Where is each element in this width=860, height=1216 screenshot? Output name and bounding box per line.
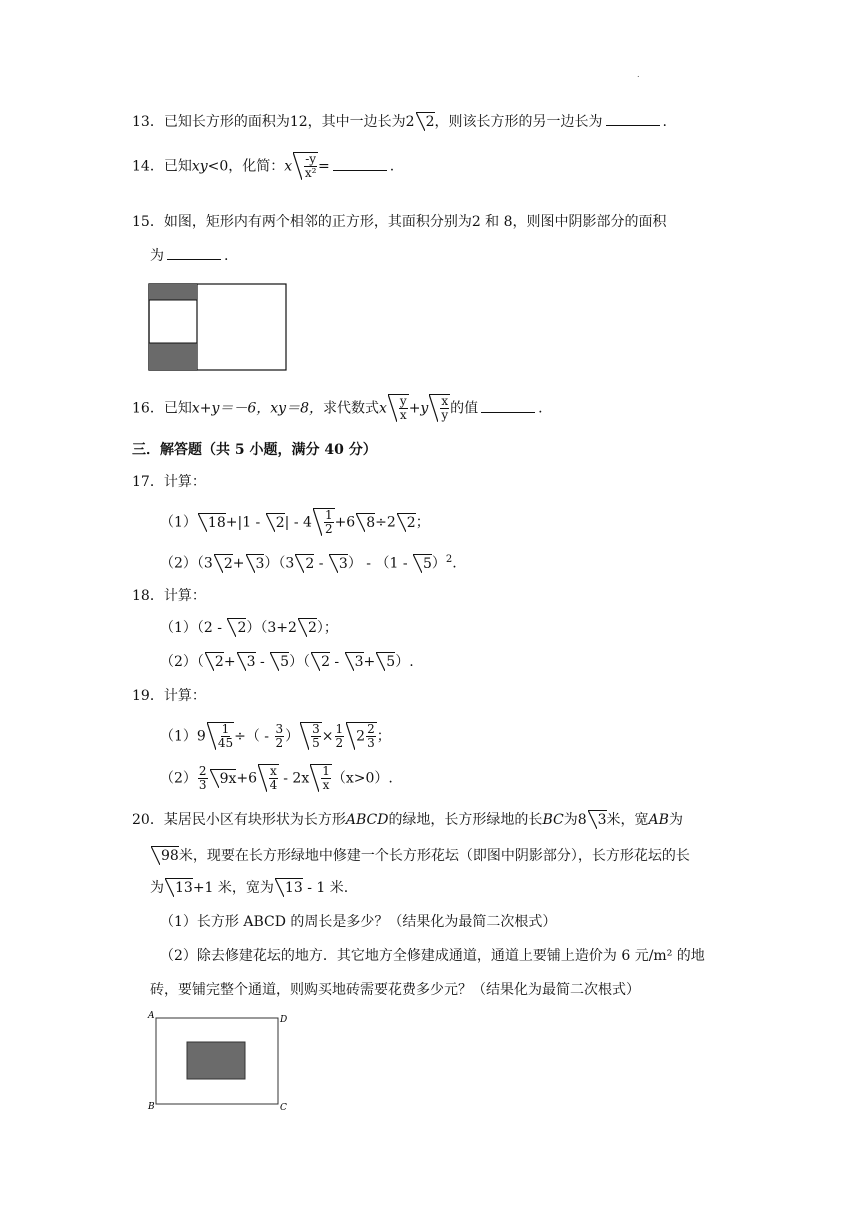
sqrt-13: 13 xyxy=(165,878,193,897)
denominator: 2 xyxy=(275,736,284,750)
part-tag: （2） xyxy=(160,654,197,670)
q15-text-2: 为 xyxy=(150,248,164,264)
sqrt-98: 98 xyxy=(151,846,179,865)
expr: - 2x xyxy=(278,770,310,787)
page-mark: . xyxy=(637,70,640,79)
expr: ÷（ - xyxy=(234,728,274,745)
sqrt-half xyxy=(313,508,335,536)
numerator: 3 xyxy=(312,722,320,736)
denominator: 2 xyxy=(335,736,344,750)
minus: - xyxy=(314,555,328,572)
q17-part-2 xyxy=(160,550,457,574)
vertex-c: C xyxy=(280,1103,287,1113)
expr: ） xyxy=(431,555,446,572)
squares-figure xyxy=(148,282,288,372)
denominator: y xyxy=(441,408,449,422)
question-15 xyxy=(132,212,667,232)
q19-number: 19． xyxy=(132,688,164,704)
q20-text: 某居民小区有块形状为长方形 xyxy=(163,812,346,828)
q20-text: 为 xyxy=(150,880,164,896)
sqrt-3: 3 xyxy=(345,652,364,671)
times: × xyxy=(321,728,334,745)
sqrt-fraction xyxy=(207,722,234,750)
q18-number: 18． xyxy=(132,588,164,604)
denominator: 45 xyxy=(217,736,234,750)
plus: + xyxy=(408,400,421,417)
question-13 xyxy=(132,112,667,132)
q17-label: 计算： xyxy=(163,474,206,490)
abs-close: | - 4 xyxy=(284,514,312,531)
question-18 xyxy=(132,586,206,606)
q19-part-2 xyxy=(160,764,393,792)
sqrt-fraction xyxy=(293,152,318,180)
sqrt-3: 3 xyxy=(588,810,607,829)
q13-text: 已知长方形的面积为12，其中一边长为 xyxy=(163,114,406,130)
sqrt-2: 2 xyxy=(295,554,314,573)
q19-part-1 xyxy=(160,722,391,750)
sqrt-fraction xyxy=(300,722,322,750)
sqrt-13: 13 xyxy=(275,878,303,897)
flowerbed xyxy=(187,1042,245,1079)
q13-coef: 2 xyxy=(405,114,415,130)
sqrt-18: 18 xyxy=(198,513,226,532)
fraction xyxy=(335,723,345,750)
q19-label: 计算： xyxy=(163,688,206,704)
expr: ） xyxy=(285,728,300,745)
section-title: 三．解答题（共 5 小题，满分 40 分） xyxy=(132,442,377,458)
sqrt-2: 2 xyxy=(397,513,416,532)
part-tag: （2） xyxy=(160,770,197,787)
q20-text: 米，现要在长方形绿地中修建一个长方形花坛（即图中阴影部分），长方形花坛的长 xyxy=(178,848,690,864)
sqrt-fraction xyxy=(258,764,279,792)
sqrt-2: 2 xyxy=(214,554,233,573)
q20-text: +1 米，宽为 xyxy=(192,880,274,896)
answer-blank xyxy=(481,400,535,413)
sqrt-2: 2 xyxy=(266,513,285,532)
sqrt-5: 5 xyxy=(270,652,289,671)
numerator: x xyxy=(441,394,449,408)
expr: + xyxy=(363,654,376,670)
period: . xyxy=(224,248,229,264)
q13-text-2: ，则该长方形的另一边长为 xyxy=(434,114,603,130)
q14-x: x xyxy=(284,158,293,175)
question-14 xyxy=(132,152,394,180)
expr: +6 xyxy=(236,770,258,787)
plus: + xyxy=(232,555,245,572)
sqrt-3: 3 xyxy=(246,554,265,573)
q20-sub-2: （2）除去修建花坛的地方．其它地方全修建成通道，通道上要铺上造价为 6 元/m² 的地 xyxy=(160,948,705,964)
coef: 8 xyxy=(577,812,587,828)
q16-number: 16． xyxy=(132,400,164,417)
sqrt-5: 5 xyxy=(413,554,432,573)
denominator: 3 xyxy=(198,778,207,792)
expr: ）（3 xyxy=(264,555,295,572)
q16-text: 已知 xyxy=(163,400,192,417)
expr: （3 xyxy=(196,555,213,572)
numerator: 2 xyxy=(198,764,207,778)
exponent: 2 xyxy=(445,554,453,565)
q18-part-2 xyxy=(160,652,414,672)
q20-text: 米，宽 xyxy=(606,812,649,828)
period: . xyxy=(452,555,457,572)
q18-part-1 xyxy=(160,618,338,638)
abs-open: +|1 - xyxy=(225,514,265,531)
period: . xyxy=(538,400,543,417)
q16-text-3: 的值 xyxy=(450,400,479,417)
q20-text: 为 xyxy=(563,812,578,828)
part-tag: （1） xyxy=(160,728,197,745)
sqrt-x-over-y xyxy=(429,394,450,422)
expr: ） - （1 - xyxy=(347,555,412,572)
shaded-bottom xyxy=(149,343,197,370)
q20-sub-2-line2: 砖，要铺完整个通道，则购买地砖需要花费多少元？（结果化为最简二次根式） xyxy=(150,982,640,998)
sqrt-2: 2 xyxy=(205,652,224,671)
numerator: 1 xyxy=(322,764,330,778)
numerator: x xyxy=(270,764,277,778)
q17-number: 17． xyxy=(132,474,164,490)
semicolon: ； xyxy=(376,728,391,745)
condition: （x>0）. xyxy=(331,770,393,787)
expr: - xyxy=(329,654,344,670)
expr: + xyxy=(223,654,236,670)
period: . xyxy=(389,158,395,175)
q15-number: 15． xyxy=(132,214,164,230)
expr: ）（ xyxy=(289,654,311,670)
vertex-d: D xyxy=(280,1015,288,1025)
sqrt-2: 2 xyxy=(298,618,317,637)
numerator: -y xyxy=(305,152,317,166)
sqrt-2: 2 xyxy=(311,652,330,671)
label-bc: BC xyxy=(542,812,564,828)
expr: ）（3+2 xyxy=(246,620,297,636)
q15-text: 如图，矩形内有两个相邻的正方形，其面积分别为2 和 8，则图中阴影部分的面积 xyxy=(163,214,667,230)
q14-number: 14． xyxy=(132,158,164,175)
denominator: x xyxy=(322,778,330,792)
garden-figure xyxy=(146,1008,296,1114)
sqrt-mixed xyxy=(346,722,377,750)
fraction xyxy=(275,723,285,750)
period: . xyxy=(662,114,667,130)
label-ab: AB xyxy=(648,812,669,828)
denominator: x² xyxy=(304,166,317,180)
sqrt-2: 2 xyxy=(416,112,435,131)
whole: 2 xyxy=(356,728,366,745)
expr: ）. xyxy=(395,654,414,670)
numerator: 1 xyxy=(221,722,230,736)
expr: （2 - xyxy=(196,620,227,636)
denominator: x xyxy=(399,408,407,422)
shaded-top xyxy=(149,284,197,300)
sqrt-2: 2 xyxy=(227,618,246,637)
vertex-a: A xyxy=(148,1011,155,1021)
expr: - xyxy=(255,654,270,670)
fraction xyxy=(198,765,208,792)
question-20 xyxy=(132,810,683,830)
expr: （ xyxy=(196,654,204,670)
q16-coef-y: y xyxy=(420,400,429,417)
q16-text-2: 求代数式 xyxy=(323,400,379,417)
denominator: 4 xyxy=(269,778,278,792)
q20-sub-1: （1）长方形 ABCD 的周长是多少？（结果化为最简二次根式） xyxy=(160,914,557,930)
numerator: 2 xyxy=(367,722,375,736)
q14-cond: xy xyxy=(191,158,208,175)
denominator: 5 xyxy=(312,736,320,750)
q20-number: 20． xyxy=(132,812,164,828)
numerator: y xyxy=(399,394,407,408)
numerator: 1 xyxy=(324,508,333,522)
q20-text: - 1 米. xyxy=(302,880,349,896)
numerator: 3 xyxy=(275,722,284,736)
sqrt-9x: 9x xyxy=(210,769,237,788)
denominator: 3 xyxy=(367,736,375,750)
q14-text-2: <0，化简： xyxy=(207,158,285,175)
question-15-line2 xyxy=(150,246,228,266)
answer-blank xyxy=(606,113,660,126)
part-tag: （2） xyxy=(160,555,197,572)
sqrt-fraction xyxy=(310,764,332,792)
semicolon: ； xyxy=(415,514,430,531)
numerator: 1 xyxy=(335,722,344,736)
answer-blank xyxy=(333,158,387,171)
q13-number: 13． xyxy=(132,114,164,130)
q20-text: 的绿地，长方形绿地的长 xyxy=(388,812,543,828)
q17-part-1 xyxy=(160,508,430,536)
question-16 xyxy=(132,394,543,422)
q20-text: 为 xyxy=(668,812,683,828)
sqrt-5: 5 xyxy=(376,652,395,671)
part-tag: （1） xyxy=(160,514,197,531)
expr: ）； xyxy=(316,620,338,636)
sqrt-3: 3 xyxy=(329,554,348,573)
q20-line-2 xyxy=(150,846,690,866)
coef: 9 xyxy=(196,728,206,745)
q16-coef-x: x xyxy=(379,400,387,417)
vertex-b: B xyxy=(148,1102,155,1112)
q14-text: 已知 xyxy=(163,158,192,175)
q16-cond-1: x+y＝－6， xyxy=(191,400,271,417)
sqrt-3: 3 xyxy=(237,652,256,671)
denominator: 2 xyxy=(324,522,333,536)
sqrt-y-over-x xyxy=(388,394,409,422)
q18-label: 计算： xyxy=(163,588,206,604)
divide: ÷2 xyxy=(375,514,396,531)
q16-cond-2: xy＝8， xyxy=(270,400,323,417)
question-19 xyxy=(132,686,206,706)
label-abcd: ABCD xyxy=(345,812,389,828)
question-17 xyxy=(132,472,206,492)
plus-6: +6 xyxy=(334,514,356,531)
equals: = xyxy=(318,158,330,175)
q20-line-3 xyxy=(150,878,348,898)
answer-blank xyxy=(167,247,221,260)
sqrt-8: 8 xyxy=(356,513,375,532)
part-tag: （1） xyxy=(160,620,197,636)
